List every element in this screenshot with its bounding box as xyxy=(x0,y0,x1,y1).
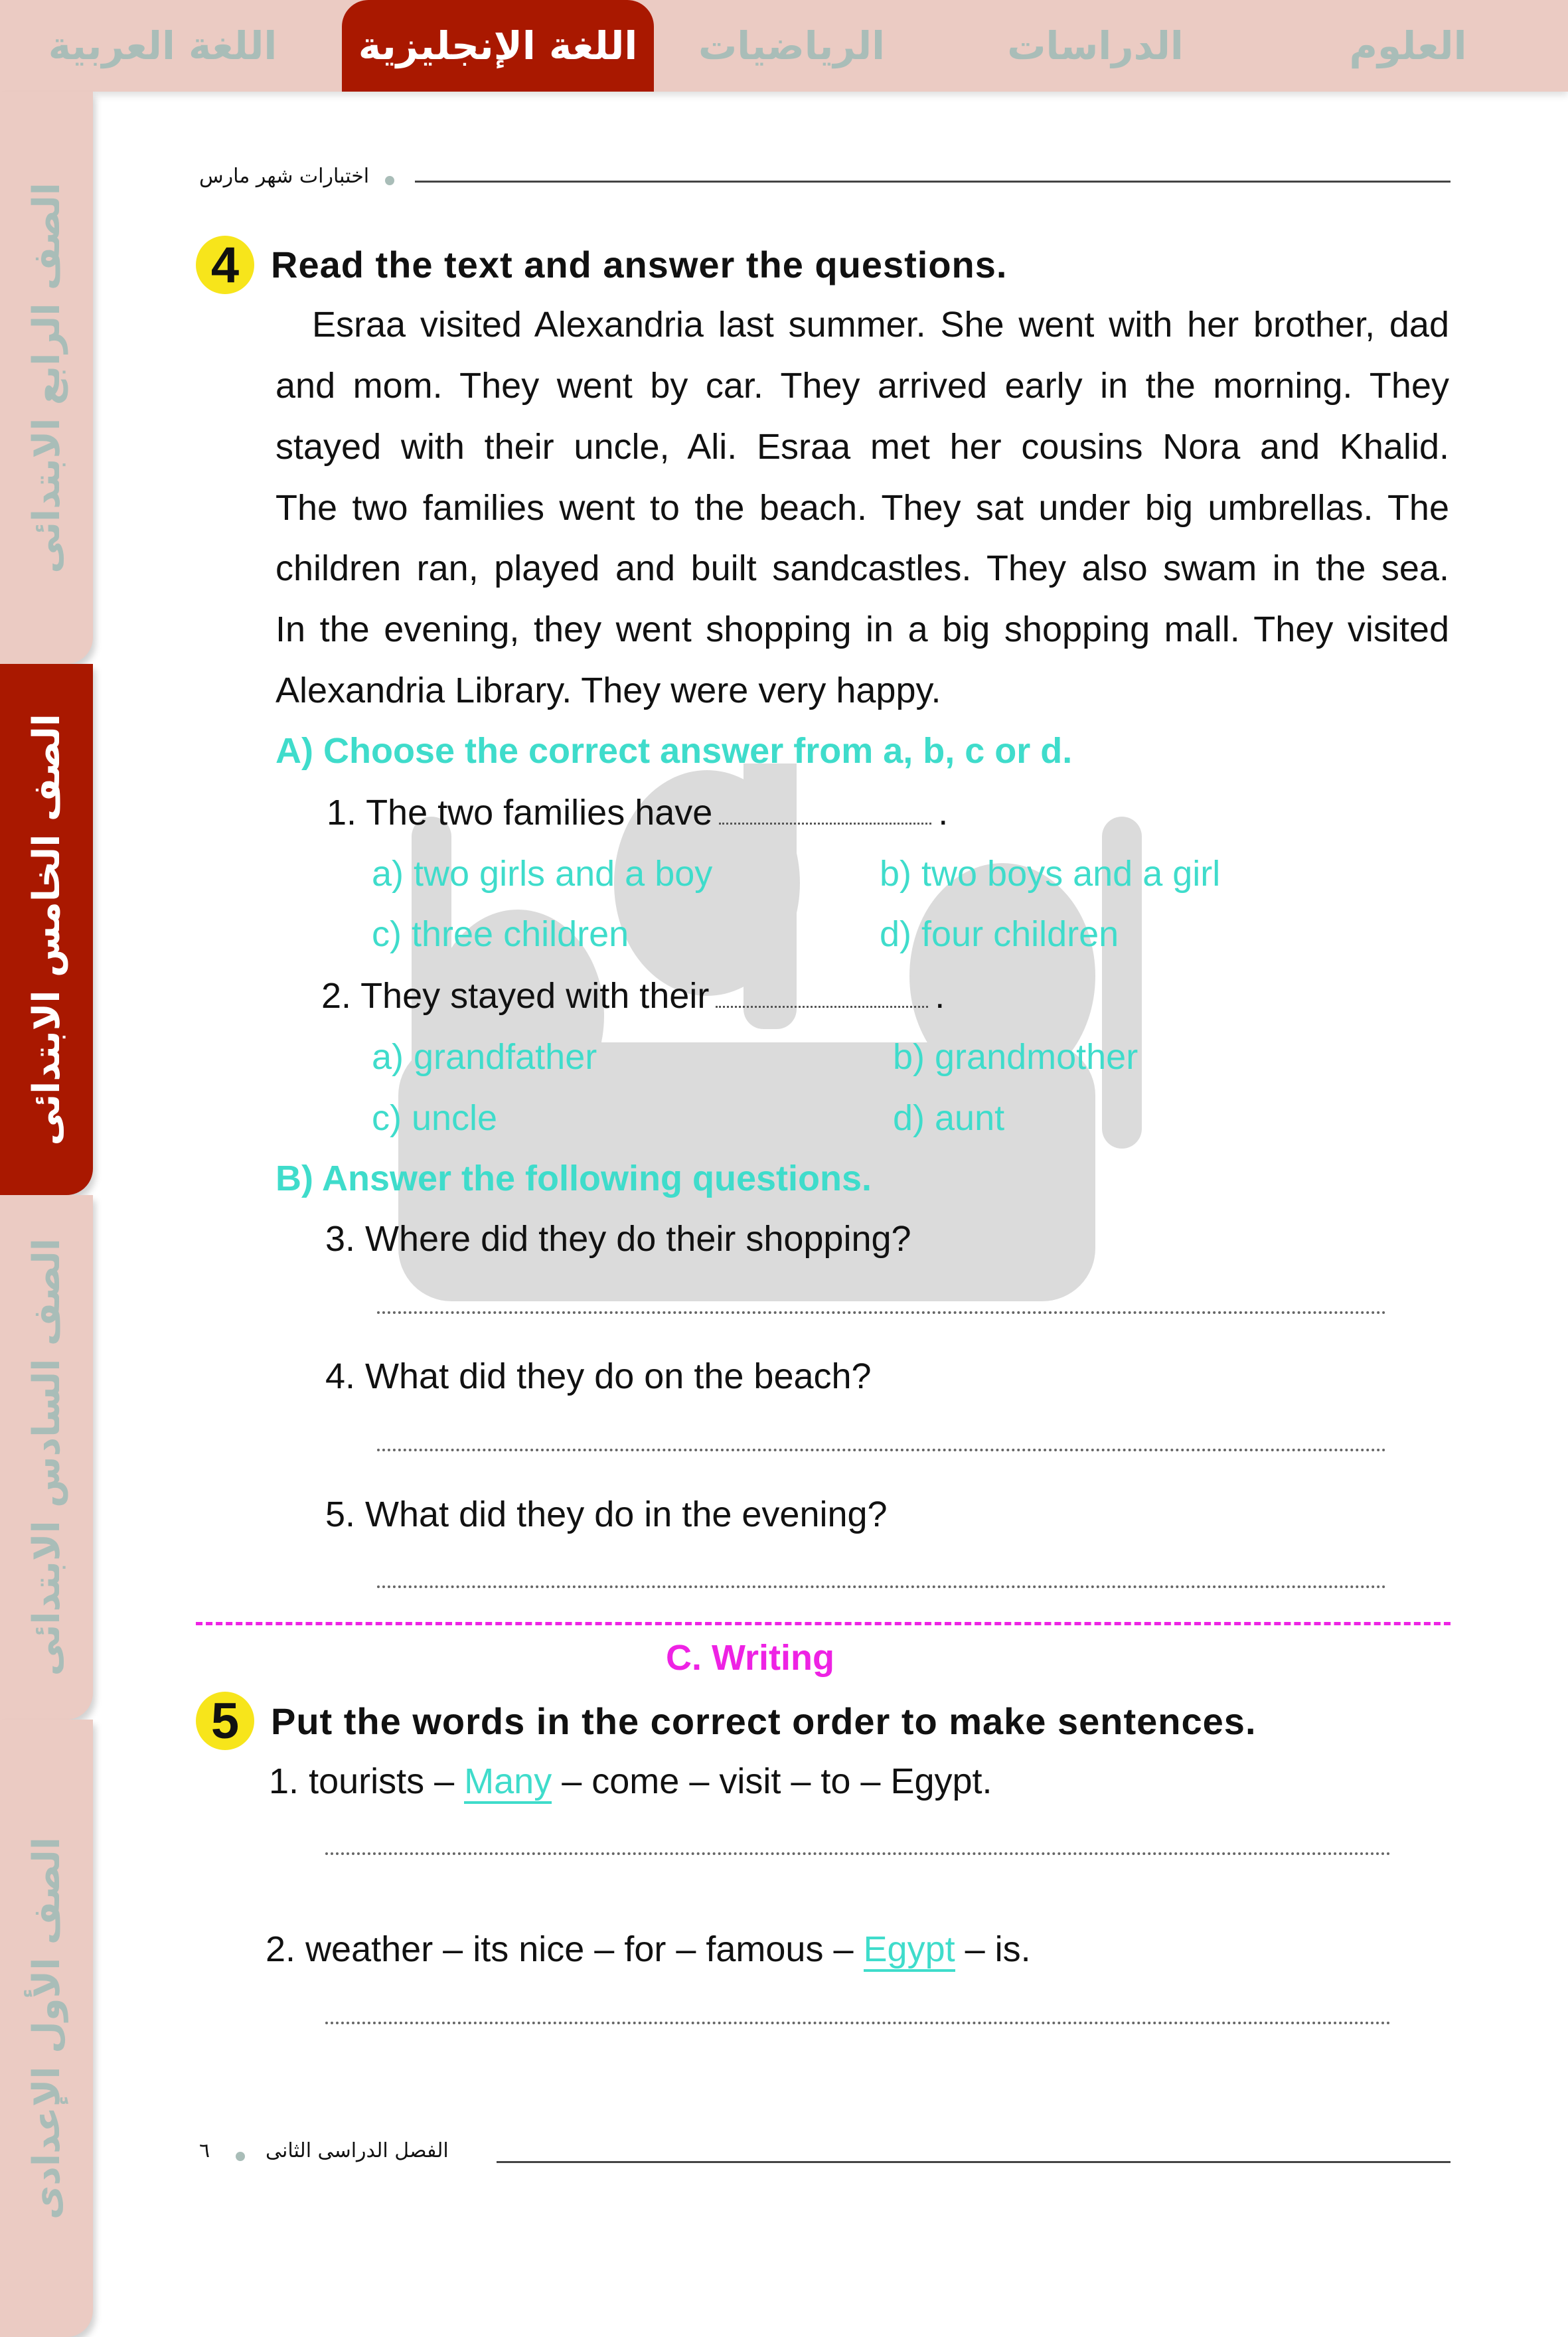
words-before: tourists – xyxy=(309,1761,455,1801)
tab-prep-1-label: الصف الأول الإعدادى xyxy=(25,1836,68,2220)
answer-line[interactable] xyxy=(377,1449,1386,1451)
passage-line: Alexandria Library. They were very happy. xyxy=(275,671,941,710)
highlight-word: Many xyxy=(464,1761,552,1804)
question-number-badge: 4 xyxy=(196,236,254,294)
tab-science[interactable]: العلوم xyxy=(1349,23,1467,68)
item-number: 1. xyxy=(269,1761,299,1801)
highlight-word: Egypt xyxy=(864,1929,955,1972)
option[interactable]: b) two boys and a girl xyxy=(880,854,1221,894)
open-question: 3. Where did they do their shopping? xyxy=(325,1219,911,1259)
tab-grade-5-label: الصف الخامس الابتدائى xyxy=(25,713,68,1146)
bullet-dot xyxy=(236,2152,245,2161)
open-question: 4. What did they do on the beach? xyxy=(325,1356,872,1396)
passage-line: and mom. They went by car. They arrived early in the morning. They xyxy=(275,366,1449,406)
passage-line: Esraa visited Alexandria last summer. She went with her brother, dad xyxy=(312,305,1449,345)
tab-arabic[interactable]: اللغة العربية xyxy=(48,23,277,68)
header-divider xyxy=(415,181,1450,183)
open-question: 5. What did they do in the evening? xyxy=(325,1494,888,1534)
option[interactable]: d) aunt xyxy=(893,1098,1005,1138)
question-text: 1. The two families have xyxy=(327,793,713,833)
section-label: اختبارات شهر مارس xyxy=(199,165,370,188)
scrambled-sentence xyxy=(266,1929,1031,1970)
tab-grade-4[interactable] xyxy=(0,92,93,664)
mcq-question: 1. The two families have . xyxy=(327,793,949,833)
subject-tabs xyxy=(0,0,1568,92)
tab-grade-4-label: الصف الرابع الابتدائى xyxy=(25,182,68,574)
option[interactable]: d) four children xyxy=(880,914,1119,954)
question-number-badge: 5 xyxy=(196,1692,254,1750)
answer-line[interactable] xyxy=(325,1852,1391,1855)
option[interactable]: a) two girls and a boy xyxy=(372,854,713,894)
part-b-title: B) Answer the following questions. xyxy=(275,1159,872,1198)
tab-english[interactable]: اللغة الإنجليزية xyxy=(342,0,654,92)
answer-line[interactable] xyxy=(377,1585,1386,1588)
passage-line: children ran, played and built sandcastles. They also swam in the sea. xyxy=(275,548,1449,588)
passage-line: In the evening, they went shopping in a big shopping mall. They visited xyxy=(275,609,1449,649)
scrambled-sentence xyxy=(269,1761,992,1802)
footer-divider xyxy=(497,2161,1450,2163)
question-title: Read the text and answer the questions. xyxy=(271,244,1008,285)
answer-line[interactable] xyxy=(325,2022,1391,2024)
tab-grade-5[interactable] xyxy=(0,664,93,1195)
part-a-title: A) Choose the correct answer from a, b, c or d. xyxy=(275,731,1073,771)
passage-line: stayed with their uncle, Ali. Esraa met her cousins Nora and Khalid. xyxy=(275,427,1449,467)
section-divider xyxy=(196,1622,1450,1625)
option[interactable]: a) grandfather xyxy=(372,1037,597,1077)
tab-prep-1[interactable] xyxy=(0,1720,93,2337)
option[interactable]: c) three children xyxy=(372,914,629,954)
answer-blank[interactable] xyxy=(716,1006,928,1008)
tab-social-studies[interactable]: الدراسات xyxy=(1007,23,1184,68)
mcq-question: 2. They stayed with their . xyxy=(321,976,945,1016)
option[interactable]: b) grandmother xyxy=(893,1037,1138,1077)
words-before: weather – its nice – for – famous – xyxy=(305,1929,854,1969)
tab-grade-6-label: الصف السادس الابتدائى xyxy=(25,1238,68,1676)
answer-blank[interactable] xyxy=(719,823,931,825)
words-after: – is. xyxy=(965,1929,1031,1969)
item-number: 2. xyxy=(266,1929,296,1969)
page-number: ٦ xyxy=(199,2139,210,2162)
tab-math[interactable]: الرياضيات xyxy=(698,23,886,68)
words-after: – come – visit – to – Egypt. xyxy=(562,1761,992,1801)
question-title: Put the words in the correct order to make sentences. xyxy=(271,1700,1257,1742)
section-c-title: C. Writing xyxy=(666,1638,834,1678)
option[interactable]: c) uncle xyxy=(372,1098,498,1138)
answer-line[interactable] xyxy=(377,1311,1386,1314)
grade-tabs xyxy=(0,92,93,2243)
question-text: 2. They stayed with their xyxy=(321,976,710,1016)
tab-grade-6[interactable] xyxy=(0,1195,93,1720)
footer-term: الفصل الدراسى الثانى xyxy=(266,2139,449,2162)
passage-line: The two families went to the beach. They sat under big umbrellas. The xyxy=(275,488,1449,528)
bullet-dot xyxy=(385,176,394,185)
